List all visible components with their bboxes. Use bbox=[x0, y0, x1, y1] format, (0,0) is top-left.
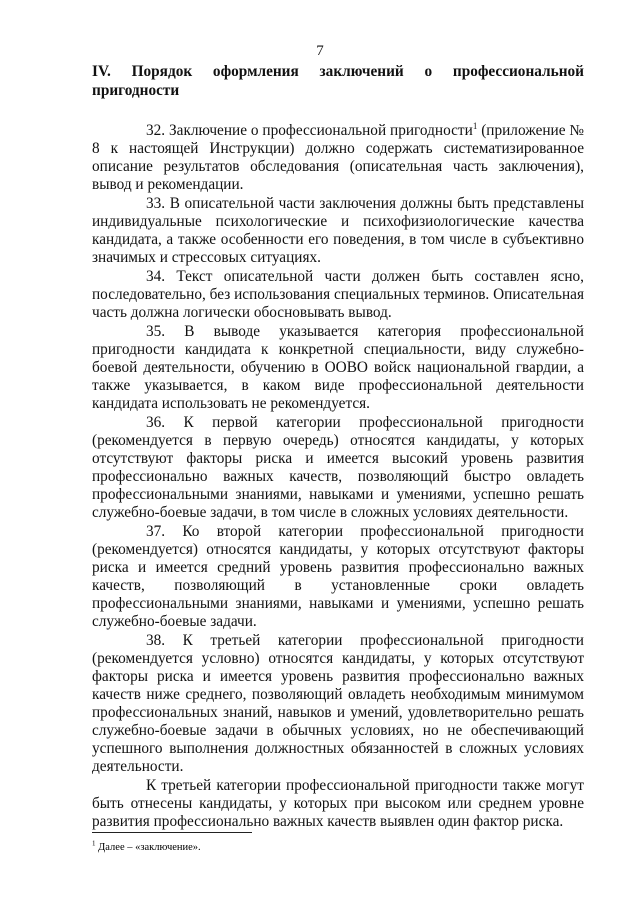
section-title-line1: IV. Порядок оформления заключений о профессиональной bbox=[92, 63, 584, 80]
section-title bbox=[92, 62, 584, 100]
paragraph-32-end: (приложение № 8 к настоящей Инструкции) должно содержать систематизированное описание результатов обследования (описательная часть заключения), вывод и рекомендации. bbox=[92, 122, 585, 193]
paragraph-32-start: 32. Заключение о профессиональной пригодности bbox=[146, 122, 473, 139]
footnote bbox=[92, 839, 201, 854]
paragraph-38: 38. К третьей категории профессиональной пригодности (рекомендуется условно) относятся кандидаты, у которых отсутствуют факторы риска и имеется уровень развития профессионально важных качеств ниже среднего, позволяющий овладеть необходимым минимумом профессиональных знаний, навыков и умений, удовлетворительно решать служебно-боевые задачи в обычных условиях, но не обеспечивающий успешного выполнения должностных обязанностей в сложных условиях деятельности. bbox=[92, 632, 584, 775]
page-number: 7 bbox=[316, 43, 324, 59]
paragraph-34: 34. Текст описательной части должен быть составлен ясно, последовательно, без использования специальных терминов. Описательная часть должна логически обосновывать вывод. bbox=[92, 268, 584, 321]
footnote-reference[interactable]: 1 bbox=[472, 120, 478, 131]
paragraph-36: 36. К первой категории профессиональной пригодности (рекомендуется в первую очередь) относятся кандидаты, у которых отсутствуют факторы риска и имеется высокий уровень развития профессионально важных качеств, позволяющий быстро овладеть профессиональными знаниями, навыками и умениями, успешно решать служебно-боевые задачи, в том числе в сложных условиях деятельности. bbox=[92, 414, 584, 521]
paragraph-37: 37. Ко второй категории профессиональной пригодности (рекомендуется) относятся кандидаты, у которых отсутствуют факторы риска и имеется средний уровень развития профессионально важных качеств, позволяющий в установленные сроки овладеть профессиональными знаниями, навыками и умениями, успешно решать служебно-боевые задачи. bbox=[92, 523, 584, 630]
footnote-text: Далее – «заключение». bbox=[95, 842, 201, 853]
section-title-line2: пригодности bbox=[92, 82, 180, 99]
paragraph-38-continuation: К третьей категории профессиональной пригодности также могут быть отнесены кандидаты, у которых при высоком или среднем уровне развития профессионально важных качеств выявлен один фактор риска. bbox=[92, 777, 584, 830]
footnote-separator bbox=[92, 832, 252, 833]
footnote-number: 1 bbox=[92, 839, 96, 848]
paragraph-33: 33. В описательной части заключения должны быть представлены индивидуальные психологические и психофизиологические качества кандидата, а также особенности его поведения, в том числе в субъективно значимых и стрессовых ситуациях. bbox=[92, 195, 584, 266]
paragraph-32 bbox=[92, 122, 584, 194]
paragraph-35: 35. В выводе указывается категория профессиональной пригодности кандидата к конкретной специальности, виду служебно-боевой деятельности, обучению в ООВО войск национальной гвардии, а также указывается, в каком виде профессиональной деятельности кандидата использовать не рекомендуется. bbox=[92, 323, 584, 412]
